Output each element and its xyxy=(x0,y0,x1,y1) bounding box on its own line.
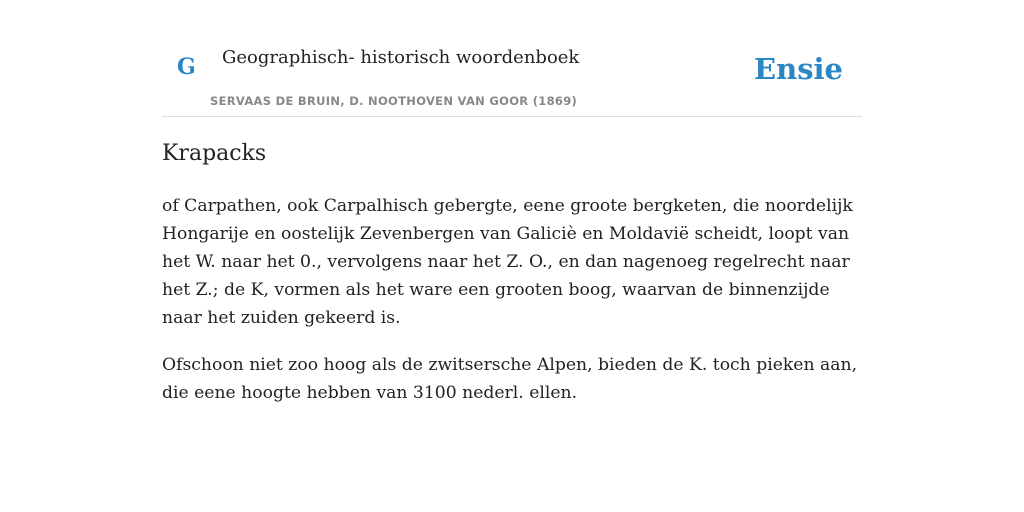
book-letter-icon: G xyxy=(177,54,196,80)
book-header xyxy=(162,0,862,117)
page-container xyxy=(162,0,862,403)
book-title[interactable]: Geographisch- historisch woordenboek xyxy=(222,47,580,68)
ensie-logo-link[interactable]: Ensie xyxy=(754,52,843,86)
entry-paragraph-2: Ofschoon niet zoo hoog als de zwitsersche Alpen, bieden de K. toch pieken aan, die eene hoogte hebben van 3100 nederl. ellen. xyxy=(162,355,858,403)
entry-title: Krapacks xyxy=(162,141,267,166)
entry-paragraph-1: of Carpathen, ook Carpalhisch gebergte, eene groote bergketen, die noordelijk Hongarije en oostelijk Zevenbergen van Galiciè en Moldavië scheidt, loopt van het W. naar het 0., vervolgens naar het Z. O., en dan nagenoeg regelrecht naar het Z.; de K, vormen als het ware een grooten boog, waarvan de binnenzijde naar het zuiden gekeerd is. xyxy=(162,196,853,328)
book-authors: SERVAAS DE BRUIN, D. NOOTHOVEN VAN GOOR (1869) xyxy=(210,94,578,108)
